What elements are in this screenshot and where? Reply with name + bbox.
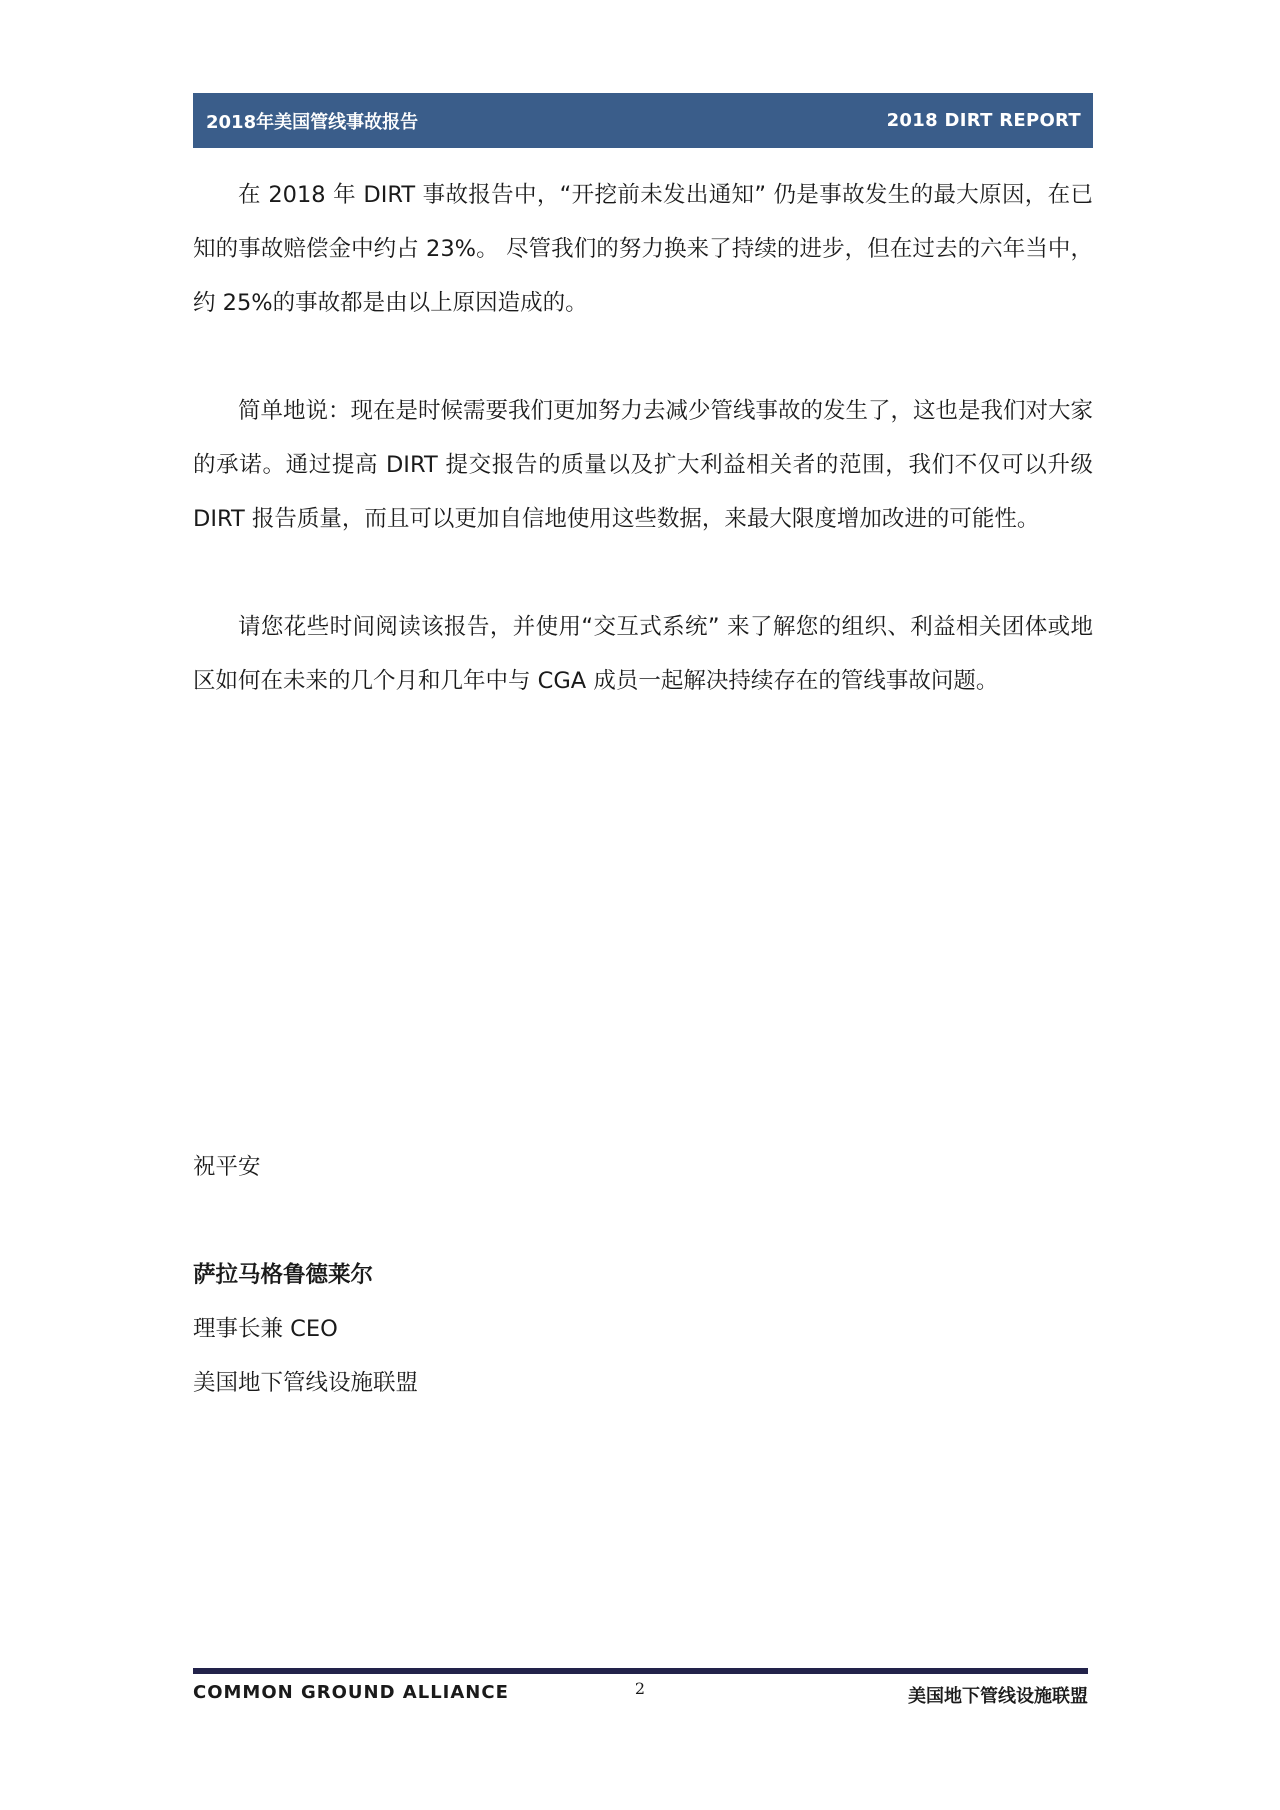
signer-name: 萨拉马格鲁德莱尔 (193, 1262, 374, 1288)
footer-divider (193, 1668, 1088, 1674)
signer-title: 理事长兼 CEO (193, 1316, 338, 1342)
footer-organization-chinese: 美国地下管线设施联盟 (908, 1686, 1088, 1707)
body-paragraph: 简单地说：现在是时候需要我们更加努力去减少管线事故的发生了，这也是我们对大家的承诺。通过提高 DIRT 提交报告的质量以及扩大利益相关者的范围，我们不仅可以升级 DIRT 报告质量，而且可以更加自信地使用这些数据，来最大限度增加改进的可能性。 (193, 398, 1094, 532)
body-paragraph: 请您花些时间阅读该报告，并使用“交互式系统” 来了解您的组织、利益相关团体或地区如何在未来的几个月和几年中与 CGA 成员一起解决持续存在的管线事故问题。 (193, 614, 1093, 694)
closing-salutation: 祝平安 (193, 1154, 261, 1180)
page-header-bar (193, 93, 1093, 148)
header-title-chinese: 2018年美国管线事故报告 (206, 111, 419, 133)
header-title-english: 2018 DIRT REPORT (886, 110, 1081, 131)
letter-body (193, 168, 1093, 762)
footer-organization-english: COMMON GROUND ALLIANCE (193, 1682, 509, 1703)
signer-organization: 美国地下管线设施联盟 (193, 1370, 419, 1396)
body-paragraph: 在 2018 年 DIRT 事故报告中，“开挖前未发出通知” 仍是事故发生的最大原因，在已知的事故赔偿金中约占 23%。 尽管我们的努力换来了持续的进步，但在过去的六年当中，约 25%的事故都是由以上原因造成的。 (193, 182, 1093, 316)
page-number: 2 (634, 1679, 646, 1698)
